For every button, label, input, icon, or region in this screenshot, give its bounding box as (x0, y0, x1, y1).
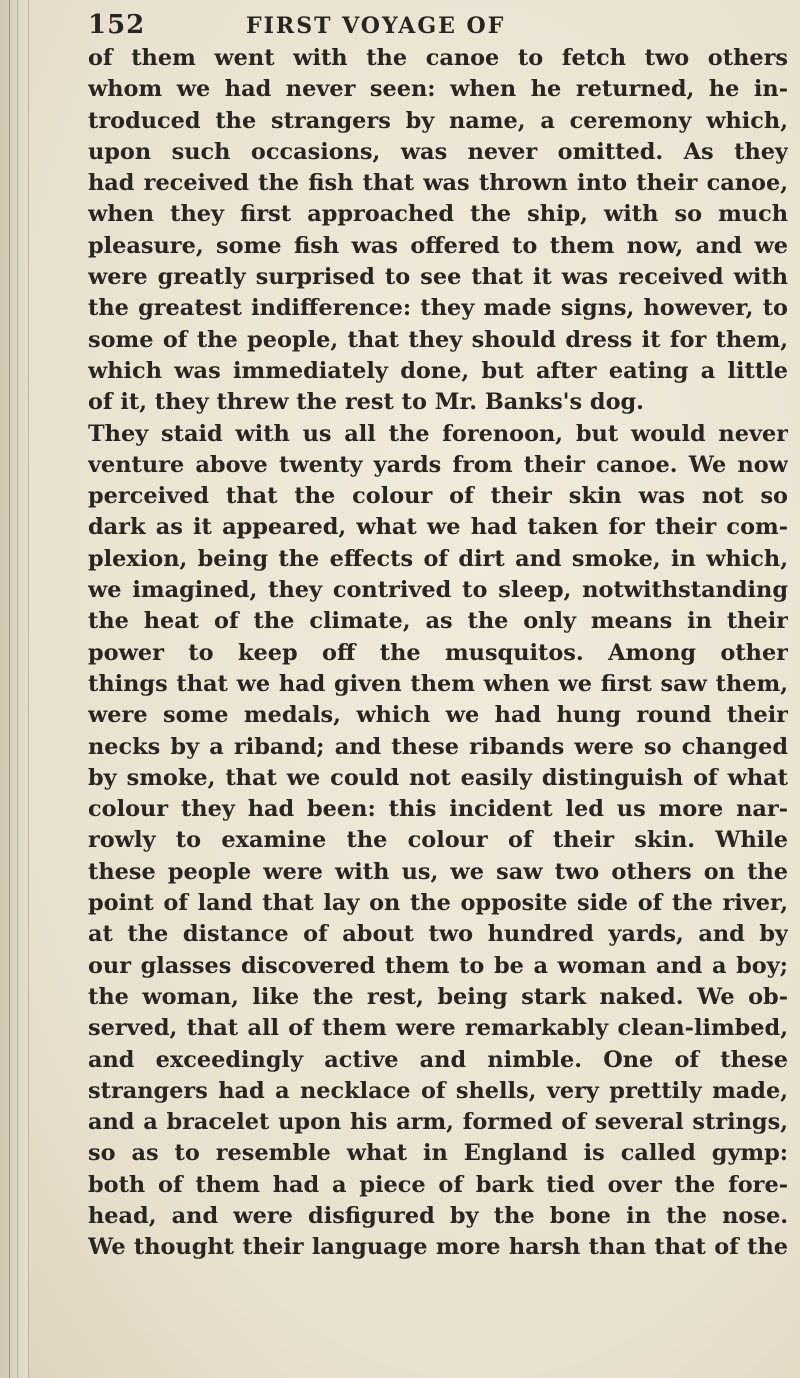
text-line: point of land that lay on the opposite side of the river, (88, 890, 788, 917)
text-line: so as to resemble what in England is called gymp: (88, 1140, 788, 1167)
text-line: plexion, being the effects of dirt and smoke, in which, (88, 545, 788, 572)
text-line: whom we had never seen: when he returned, he in- (88, 76, 788, 103)
text-line: were some medals, which we had hung round their (88, 702, 788, 729)
text-line: our glasses discovered them to be a woman and a boy; (88, 952, 788, 979)
text-line: we imagined, they contrived to sleep, notwithstanding (88, 577, 788, 604)
text-line: the greatest indifference: they made signs, however, to (88, 295, 788, 322)
running-head (88, 10, 768, 44)
text-line: these people were with us, we saw two others on the (88, 858, 788, 885)
text-line: of it, they threw the rest to Mr. Banks's dog. (88, 389, 644, 416)
text-line: which was immediately done, but after eating a little (88, 357, 788, 384)
text-line: upon such occasions, was never omitted. As they (88, 138, 788, 165)
text-line: rowly to examine the colour of their skin. While (88, 827, 788, 854)
text-line: at the distance of about two hundred yards, and by (88, 921, 788, 948)
running-title: FIRST VOYAGE OF (246, 13, 506, 39)
text-line: some of the people, that they should dress it for them, (88, 326, 788, 353)
text-line: power to keep off the musquitos. Among other (88, 639, 788, 666)
text-line: the woman, like the rest, being stark naked. We ob- (88, 983, 788, 1010)
text-line: We thought their language more harsh than that of the (88, 1234, 788, 1261)
gutter-line (17, 0, 18, 1378)
text-line: were greatly surprised to see that it was received with (88, 264, 788, 291)
text-line: They staid with us all the forenoon, but would never (88, 420, 788, 447)
text-line: of them went with the canoe to fetch two others (88, 45, 788, 71)
text-line: and a bracelet upon his arm, formed of several strings, (88, 1109, 788, 1136)
text-line: by smoke, that we could not easily distinguish of what (88, 764, 788, 791)
text-line: dark as it appeared, what we had taken for their com- (88, 514, 788, 541)
text-line: venture above twenty yards from their canoe. We now (88, 451, 788, 478)
text-line: head, and were disfigured by the bone in the nose. (88, 1202, 788, 1229)
text-line: had received the fish that was thrown into their canoe, (88, 170, 788, 197)
text-line: necks by a riband; and these ribands were so changed (88, 733, 788, 760)
text-line: colour they had been: this incident led us more nar- (88, 796, 788, 823)
text-line: perceived that the colour of their skin was not so (88, 483, 788, 510)
text-line: strangers had a necklace of shells, very prettily made, (88, 1077, 788, 1104)
body-text (88, 43, 788, 1264)
text-line: both of them had a piece of bark tied over the fore- (88, 1171, 788, 1198)
text-line: and exceedingly active and nimble. One of these (88, 1046, 788, 1073)
text-line: things that we had given them when we first saw them, (88, 670, 788, 697)
text-line: troduced the strangers by name, a ceremony which, (88, 107, 788, 134)
text-line: the heat of the climate, as the only means in their (88, 608, 788, 635)
gutter-line (9, 0, 10, 1378)
text-line: pleasure, some fish was offered to them now, and we (88, 232, 788, 259)
text-line: served, that all of them were remarkably clean-limbed, (88, 1015, 788, 1042)
page-number: 152 (88, 10, 146, 40)
page-gutter (0, 0, 29, 1378)
text-line: when they first approached the ship, with so much (88, 201, 788, 228)
